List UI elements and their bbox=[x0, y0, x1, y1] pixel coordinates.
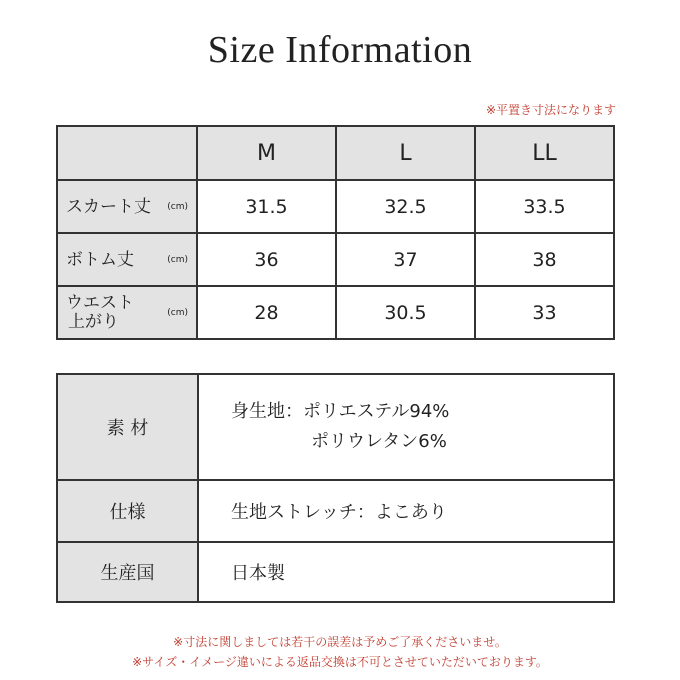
disclaimer-note-1: ※寸法に関しましては若干の誤差は予めご了承くださいませ。 bbox=[173, 635, 507, 649]
size-row-skirt-length bbox=[57, 180, 614, 233]
disclaimer-notes bbox=[0, 632, 680, 672]
page-title: Size Information bbox=[207, 29, 473, 71]
flat-measurement-note: ※平置き寸法になります bbox=[485, 103, 616, 117]
material-line1: 身生地：ポリエステル94% bbox=[231, 401, 450, 422]
waist-finished-ll: 33 bbox=[475, 286, 614, 339]
size-header-ll: LL bbox=[475, 126, 614, 180]
origin-value: 日本製 bbox=[198, 542, 614, 602]
material-label: 素 材 bbox=[57, 374, 198, 480]
bottom-length-l: 37 bbox=[336, 233, 475, 286]
spec-table bbox=[56, 373, 615, 603]
row-label-text: ボトム丈 bbox=[66, 249, 134, 270]
row-label-line2: 上がり bbox=[68, 311, 119, 332]
disclaimer-note-2: ※サイズ・イメージ違いによる返品交換は不可とさせていただいております。 bbox=[132, 655, 548, 669]
spec-label: 仕様 bbox=[57, 480, 198, 542]
size-header-m: M bbox=[197, 126, 336, 180]
unit-label: (cm) bbox=[167, 254, 188, 265]
row-label-bottom-length bbox=[57, 233, 197, 286]
row-label-text bbox=[66, 294, 134, 332]
spec-row-material bbox=[57, 374, 614, 480]
unit-label: (cm) bbox=[167, 307, 188, 318]
waist-finished-l: 30.5 bbox=[336, 286, 475, 339]
size-header-l: L bbox=[336, 126, 475, 180]
bottom-length-ll: 38 bbox=[475, 233, 614, 286]
waist-finished-m: 28 bbox=[197, 286, 336, 339]
row-label-text: スカート丈 bbox=[66, 196, 151, 217]
size-row-waist-finished bbox=[57, 286, 614, 339]
row-label-waist-finished bbox=[57, 286, 197, 339]
unit-label: (cm) bbox=[167, 201, 188, 212]
size-table-corner bbox=[57, 126, 197, 180]
row-label-line1: ウエスト bbox=[66, 292, 134, 313]
row-label-skirt-length bbox=[57, 180, 197, 233]
spec-value: 生地ストレッチ：よこあり bbox=[198, 480, 614, 542]
skirt-length-m: 31.5 bbox=[197, 180, 336, 233]
size-table bbox=[56, 125, 615, 340]
bottom-length-m: 36 bbox=[197, 233, 336, 286]
origin-label: 生産国 bbox=[57, 542, 198, 602]
size-header-row bbox=[57, 126, 614, 180]
skirt-length-l: 32.5 bbox=[336, 180, 475, 233]
spec-row-origin bbox=[57, 542, 614, 602]
spec-row-spec bbox=[57, 480, 614, 542]
material-line2: ポリウレタン6% bbox=[311, 431, 447, 452]
size-row-bottom-length bbox=[57, 233, 614, 286]
skirt-length-ll: 33.5 bbox=[475, 180, 614, 233]
material-content bbox=[198, 374, 614, 480]
